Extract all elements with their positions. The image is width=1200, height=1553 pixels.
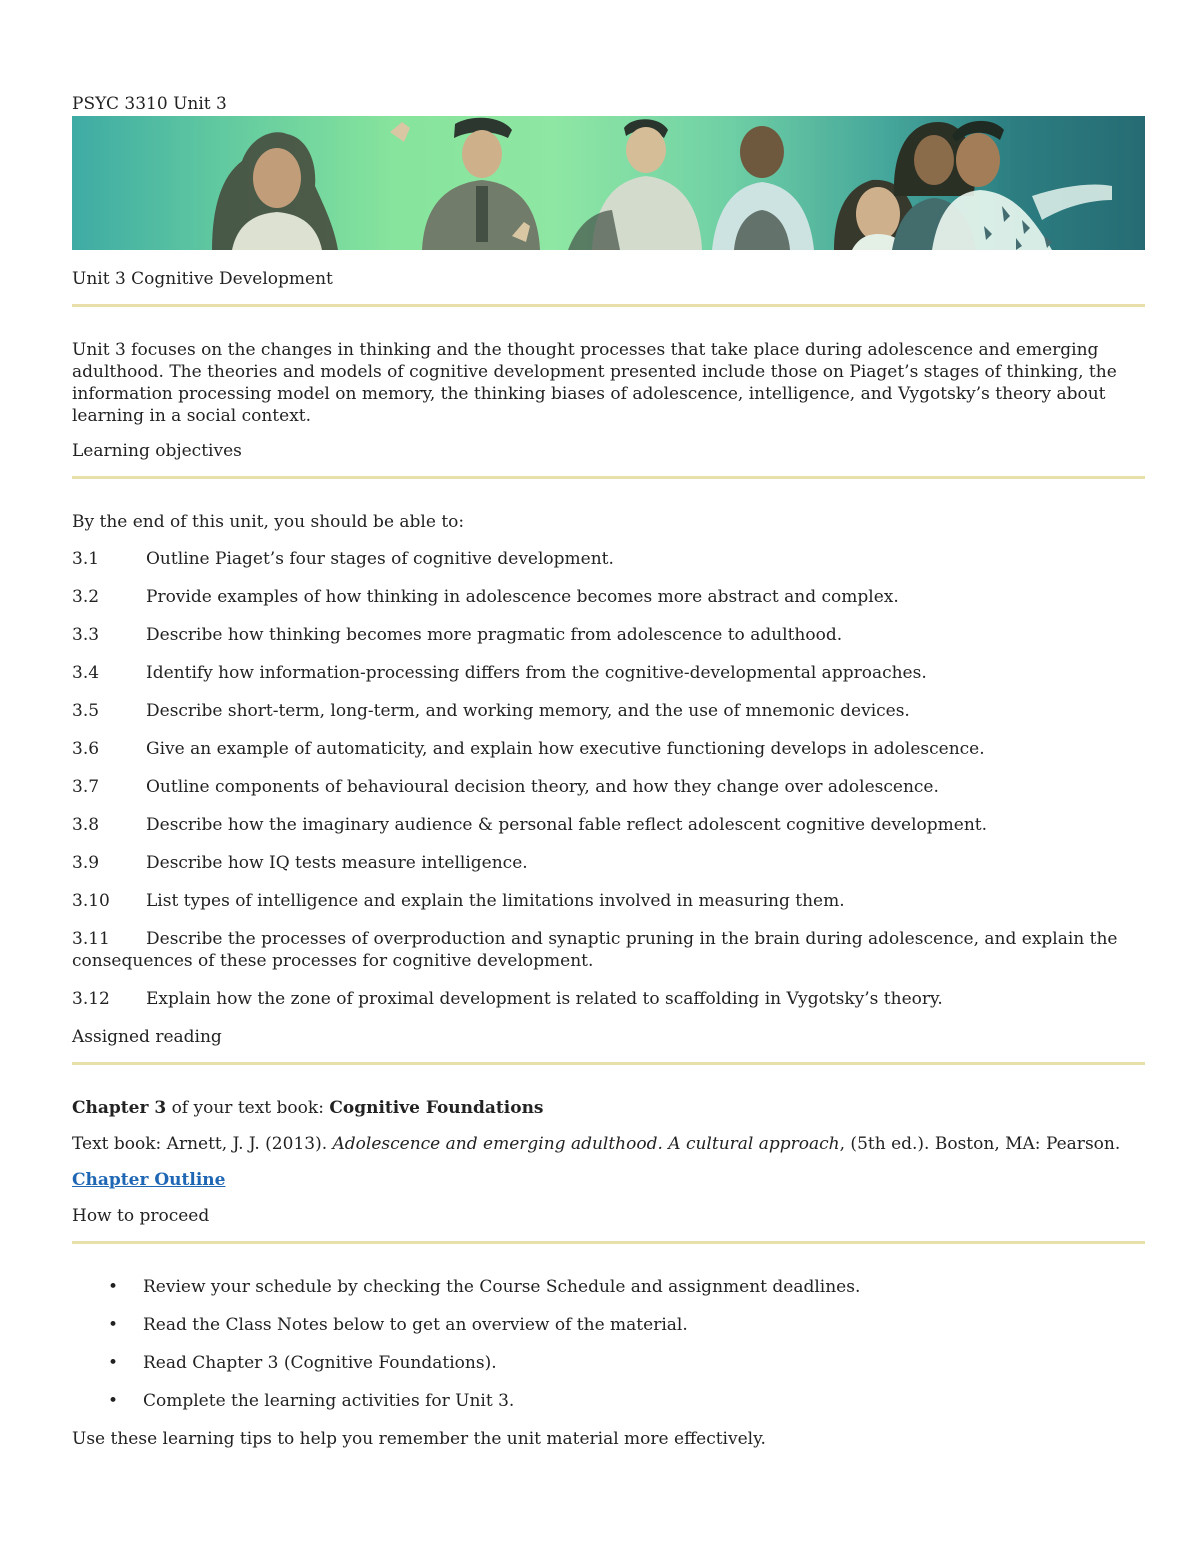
objective-number: 3.6 xyxy=(72,739,100,759)
bullet-icon: • xyxy=(108,1315,119,1335)
objective-number: 3.8 xyxy=(72,815,100,835)
objective-item xyxy=(72,586,1145,608)
objective-number: 3.9 xyxy=(72,853,100,873)
objective-number: 3.2 xyxy=(72,587,100,607)
objective-text: Outline Piaget’s four stages of cognitive development. xyxy=(146,549,614,569)
objective-item xyxy=(72,738,1145,760)
objective-text: Explain how the zone of proximal development is related to scaffolding in Vygotsky’s theory. xyxy=(146,989,943,1009)
objective-text: Give an example of automaticity, and explain how executive functioning develops in adolescence. xyxy=(146,739,985,759)
objective-text: List types of intelligence and explain the limitations involved in measuring them. xyxy=(146,891,845,911)
objective-list xyxy=(72,548,1145,1010)
section-divider xyxy=(72,476,1145,479)
objective-number: 3.1 xyxy=(72,549,100,569)
reading-heading: Assigned reading xyxy=(72,1027,222,1047)
textbook-citation xyxy=(72,1133,1145,1155)
proceed-step-item xyxy=(72,1276,1145,1298)
textbook-title: Adolescence and emerging adulthood. A cultural approach xyxy=(332,1134,840,1154)
proceed-step-item xyxy=(72,1390,1145,1412)
objective-number: 3.7 xyxy=(72,777,100,797)
objective-number: 3.3 xyxy=(72,625,100,645)
objective-number: 3.4 xyxy=(72,663,100,683)
proceed-step-text: Review your schedule by checking the Course Schedule and assignment deadlines. xyxy=(143,1277,861,1297)
proceed-step-text: Read Chapter 3 (Cognitive Foundations). xyxy=(143,1353,497,1373)
objective-item xyxy=(72,928,1145,972)
objective-item xyxy=(72,700,1145,722)
course-title: PSYC 3310 Unit 3 xyxy=(72,94,227,114)
objective-text: Describe how thinking becomes more pragmatic from adolescence to adulthood. xyxy=(146,625,843,645)
objective-text: Describe how the imaginary audience & personal fable reflect adolescent cognitive development. xyxy=(146,815,988,835)
objective-item xyxy=(72,852,1145,874)
textbook-suffix: , (5th ed.). Boston, MA: Pearson. xyxy=(839,1134,1121,1154)
unit-intro-paragraph: Unit 3 focuses on the changes in thinking and the thought processes that take place during adolescence and emerging adulthood. The theories and models of cognitive development presented include those on Piaget’s stages of thinking, the information processing model on memory, the thinking biases of adolescence, intelligence, and Vygotsky’s theory about learning in a social context. xyxy=(72,340,1117,426)
objective-text: Describe short-term, long-term, and working memory, and the use of mnemonic devices. xyxy=(146,701,910,721)
banner-photo-illustration xyxy=(72,116,1145,250)
bullet-icon: • xyxy=(108,1391,119,1411)
proceed-step-item xyxy=(72,1352,1145,1374)
objective-number: 3.12 xyxy=(72,989,110,1009)
objectives-heading: Learning objectives xyxy=(72,441,242,461)
unit-heading: Unit 3 Cognitive Development xyxy=(72,269,333,289)
banner-image xyxy=(72,116,1145,250)
objective-item xyxy=(72,776,1145,798)
objectives-lead: By the end of this unit, you should be able to: xyxy=(72,512,465,532)
section-divider xyxy=(72,1062,1145,1065)
chapter-outline-link[interactable]: Chapter Outline xyxy=(72,1170,226,1190)
section-divider xyxy=(72,1241,1145,1244)
proceed-step-text: Read the Class Notes below to get an overview of the material. xyxy=(143,1315,688,1335)
objective-number: 3.10 xyxy=(72,891,110,911)
objective-item xyxy=(72,548,1145,570)
bullet-icon: • xyxy=(108,1353,119,1373)
objective-item xyxy=(72,624,1145,646)
closing-paragraph: Use these learning tips to help you remember the unit material more effectively. xyxy=(72,1429,766,1449)
chapter-number: Chapter 3 xyxy=(72,1098,167,1118)
proceed-step-list xyxy=(72,1276,1145,1412)
objective-number: 3.5 xyxy=(72,701,100,721)
proceed-step-text: Complete the learning activities for Unit 3. xyxy=(143,1391,515,1411)
objective-item xyxy=(72,988,1145,1010)
objective-item xyxy=(72,814,1145,836)
proceed-step-item xyxy=(72,1314,1145,1336)
objective-text: Outline components of behavioural decision theory, and how they change over adolescence. xyxy=(146,777,939,797)
chapter-title: Cognitive Foundations xyxy=(329,1098,544,1118)
bullet-icon: • xyxy=(108,1277,119,1297)
objective-text: Describe how IQ tests measure intelligence. xyxy=(146,853,528,873)
objective-item xyxy=(72,662,1145,684)
chapter-outline-paragraph xyxy=(72,1169,1145,1191)
section-divider xyxy=(72,304,1145,307)
proceed-heading: How to proceed xyxy=(72,1206,210,1226)
chapter-line-text: of your text book: xyxy=(166,1098,330,1118)
objective-text: Identify how information-processing differs from the cognitive-developmental approaches. xyxy=(146,663,927,683)
objective-item xyxy=(72,890,1145,912)
objective-text: Describe the processes of overproduction and synaptic pruning in the brain during adolescence, and explain the consequences of these processes for cognitive development. xyxy=(72,929,1118,971)
objective-text: Provide examples of how thinking in adolescence becomes more abstract and complex. xyxy=(146,587,899,607)
chapter-line xyxy=(72,1097,1145,1119)
document-content xyxy=(72,93,1145,1464)
textbook-prefix: Text book: Arnett, J. J. (2013). xyxy=(72,1134,333,1154)
objective-number: 3.11 xyxy=(72,929,110,949)
